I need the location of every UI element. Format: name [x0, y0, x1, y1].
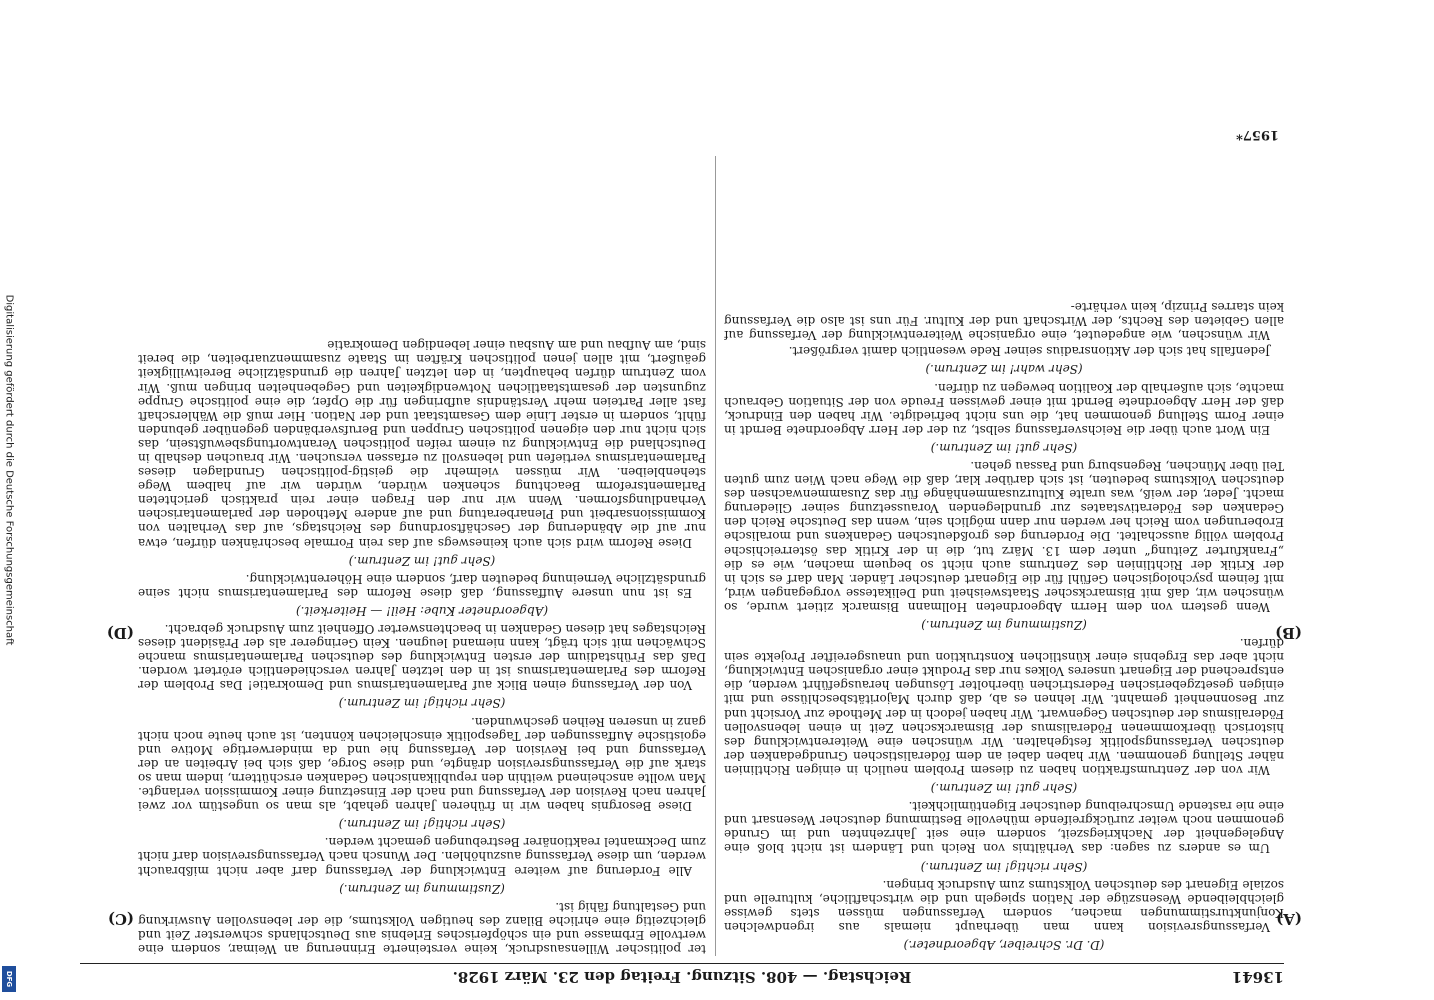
paragraph: Wenn gestern von dem Herrn Abgeordneten Hollmann Bismarck zitiert wurde, so wünschen wir, daß mit Bismarckscher Staatsweisheit und Delikatesse vorgegangen wird, mit feinem psychologischen Gefühl für die Eigenart deutscher Länder. Man darf es sich in der Kritik der Richtlinien des Zentrums auch nicht so bequem machen, wie es die „Frankfurter Zeitung“ unter dem 13. März tut, die in der Kritik das österreichische Problem völlig ausschaltet. Die Forderung des großdeutschen Gedankens und moralische Eroberungen vom Reich her werden nur dann möglich sein, wenn das Deutsche Reich den Gedanken des Föderativstaates zur grundlegenden Voraussetzung seiner Gliederung macht. Jeder, der weiß, was uralte Kulturzusammenhänge für das Zusammenwachsen des deutschen Volkstums bedeuten, ist sich darüber klar, daß die Wege nach Wien zum guten Teil über München, Regensburg und Passau gehen. [724, 459, 1284, 614]
paragraph: Jedenfalls hat sich der Aktionsradius seiner Rede wesentlich damit vergrößert. [788, 344, 1270, 359]
paragraph: Alle Forderung auf weitere Entwicklung der Verfassung darf aber nicht mißbraucht werden, um diese Verfassung auszuhöhlen. Der Wunsch nach Verfassungsrevision darf nicht zum Deckmantel reaktionärer Bestrebungen gemacht werden. [138, 835, 706, 878]
reaction: (Sehr gut! im Zentrum.) [348, 553, 496, 568]
dfg-logo-text: DFG [5, 970, 13, 988]
paragraph: Diese Reform wird sich auch keineswegs auf das rein Formale beschränken dürfen, etwa nur auf die Abänderung der Geschäftsordnung des Reichstags, auf das Verhalten von Kommissionsarbeit und Plenarberatung und auf andere Methoden der parlamentarischen Verhandlungsformen. Wenn wir nur den Fragen einer rein praktisch gerichteten Parlamentsreform Beachtung schenken würden, würden wir auf halbem Wege stehenbleiben. Wir müssen vielmehr die geistig-politischen Grundlagen dieses Parlamentarismus vertiefen und lebensvoll zu erfassen versuchen. Wir brauchen deshalb in Deutschland die Entwicklung zu einem reifen politischen Verantwortungsbewußtsein, das sich nicht nur den eigenen politischen Gruppen und Berufsverbänden gegenüber gebunden fühlt, sondern in erster Linie dem Gesamtstaat und der Nation. Hier muß die Wählerschaft fast aller Parteien mehr Verständnis aufbringen für die Opfer, die eine politische Gruppe zugunsten der gesamtstaatlichen Notwendigkeiten und Gegebenheiten bringen muß. Wir vom Zentrum dürfen behaupten, in den letzten Jahren die grundsätzliche Bereitwilligkeit geäußert, mit allen jenen politischen Kräften im Staate zusammenzuarbeiten, die bereit sind, am Aufbau und am Ausbau einer lebendigen Demokratie [138, 338, 706, 550]
credit-strip [0, 0, 18, 1000]
reaction: (Sehr wahr! im Zentrum.) [925, 362, 1083, 377]
paragraph: Verfassungsrevision kann man überhaupt niemals aus irgendwelchen Konjunkturstimmungen machen, sondern Verfassungen müssen stets gewisse gleichbleibende Wesenszüge der Nation spiegeln und die wirtschaftliche, kulturelle und soziale Eigenart des deutschen Volkstums zum Ausdruck bringen. [724, 877, 1284, 934]
page-title: Reichstag. — 408. Sitzung. Freitag den 23. März 1928. [452, 968, 912, 986]
column-divider [715, 156, 716, 956]
sheet-signature: 1957* [1236, 127, 1279, 142]
paragraph: Wir wünschen, wie angedeutet, eine organische Weiterentwicklung der Verfassung auf allen Gebieten des Rechts, der Wirtschaft und der Kultur. Für uns ist also die Verfassung kein starres Prinzip, kein verhärte- [724, 300, 1284, 343]
right-column [138, 156, 706, 956]
page-number: 13641 [1231, 968, 1284, 986]
paragraph: Es ist nun unsere Auffassung, daß diese Reform des Parlamentarismus nicht seine grundsätzliche Verneinung bedeuten darf, sondern eine Höherentwicklung. [138, 571, 706, 600]
paragraph: Ein Wort auch über die Reichsverfassung selbst, zu der der Herr Abgeordnete Berndt in einer Form Stellung genommen hat, die uns nicht befriedigte. Wir haben den Eindruck, daß der Herr Abgeordnete Berndt mit einer gewissen Freude von der Situation Gebrauch machte, sich außerhalb der Koalition bewegen zu dürfen. [724, 380, 1284, 437]
reaction: (Sehr richtig! im Zentrum.) [338, 817, 506, 832]
margin-letter-d: (D) [106, 624, 134, 642]
paragraph: Von der Verfassung einen Blick auf Parlamentarismus und Demokratie! Das Problem der Reform des Parlamentarismus ist in den letzten Jahren verschiedentlich erörtert worden. Daß das Frühstadium der ersten Entwicklung des deutschen Parlamentarismus manche Schwächen mit sich trägt, kann niemand leugnen. Kein Geringerer als der Präsident dieses Reichstages hat diesen Gedanken in beachtenswerter Offenheit zum Ausdruck gebracht. [138, 622, 706, 693]
credit-text: Digitalisierung gefördert durch die Deutsche Forschungsgemeinschaft [3, 294, 15, 646]
reaction: (Abgeordneter Kube: Heil! — Heiterkeit.) [295, 603, 549, 618]
dfg-logo [2, 966, 16, 992]
reaction: (Sehr gut! im Zentrum.) [930, 440, 1078, 455]
paragraph: Um es anders zu sagen: das Verhältnis von Reich und Ländern ist nicht bloß eine Angelegenheit der Nachkriegszeit, sondern eine seit Jahrzehnten und im Grunde genommen noch weiter zurückgreifende mühevolle Bestimmung deutscher Wesensart und eine nie rastende Umschreibung deutscher Eigentümlichkeit. [724, 799, 1284, 856]
paragraph: Diese Besorgnis haben wir in früheren Jahren gehabt, als man so ungestüm vor zwei Jahren nach Revision der Verfassung und nach der Einsetzung einer Kommission verlangte. Man wollte anscheinend weithin den republikanischen Gedanken erschüttern, indem man so stark auf die Verfassungsrevision drängte, und diese Sorge, daß sich bei Arbeiten an der Verfassung und bei Revision der Verfassung hie und da minderwertige Motive und egoistische Auffassungen der Tagespolitik einschleichen könnten, ist auch heute noch nicht ganz in unseren Reihen geschwunden. [138, 714, 706, 814]
reaction: (Zustimmung im Zentrum.) [921, 618, 1087, 633]
margin-letter-b: (B) [1275, 624, 1302, 642]
margin-letter-a: (A) [1276, 910, 1302, 928]
reaction: (Zustimmung im Zentrum.) [339, 881, 505, 896]
page-header [80, 963, 1284, 986]
left-column [724, 156, 1284, 956]
paragraph: ter politischer Willensausdruck, keine versteinerte Erinnerung an Weimar, sondern eine wertvolle Erbmasse und ein schöpferisches Erlebnis aus Deutschlands schwerster Zeit und gleichzeitig eine ehrliche Bilanz des heutigen Volkstums, die der lebensvollen Auswirkung und Gestaltung fähig ist. [138, 899, 706, 956]
speaker-line: (D. Dr. Schreiber, Abgeordneter.) [903, 938, 1105, 952]
paragraph: Wir von der Zentrumsfraktion haben zu diesem Problem neulich in einigen Richtlinien näher Stellung genommen. Wir haben dabei an dem föderalistischen Grundgedanken der deutschen Verfassungspolitik festgehalten. Wir wünschen eine Weiterentwicklung des historisch überkommenen Föderalismus der Bismarckschen Zeit in einen lebensvollen Föderalismus der deutschen Gegenwart. Wir haben jedoch in der Methode zur Vorsicht und zur Besonnenheit gemahnt. Wir lehnen es ab, daß durch Majoritätsbeschlüsse und mit einigen gesetzgeberischen Federstrichen überholter Lösungen herausgeführt werden, die entsprechend der Eigenart unseres Volkes nur das Produkt einer organischen Entwicklung, nicht aber das Ergebnis einer künstlichen Konstruktion und unausgereifter Projekte sein dürfen. [724, 636, 1284, 777]
reaction: (Sehr gut! im Zentrum.) [930, 781, 1078, 796]
margin-letter-c: (C) [107, 910, 134, 928]
reaction: (Sehr richtig! im Zentrum.) [338, 696, 506, 711]
reaction: (Sehr richtig! im Zentrum.) [920, 859, 1088, 874]
